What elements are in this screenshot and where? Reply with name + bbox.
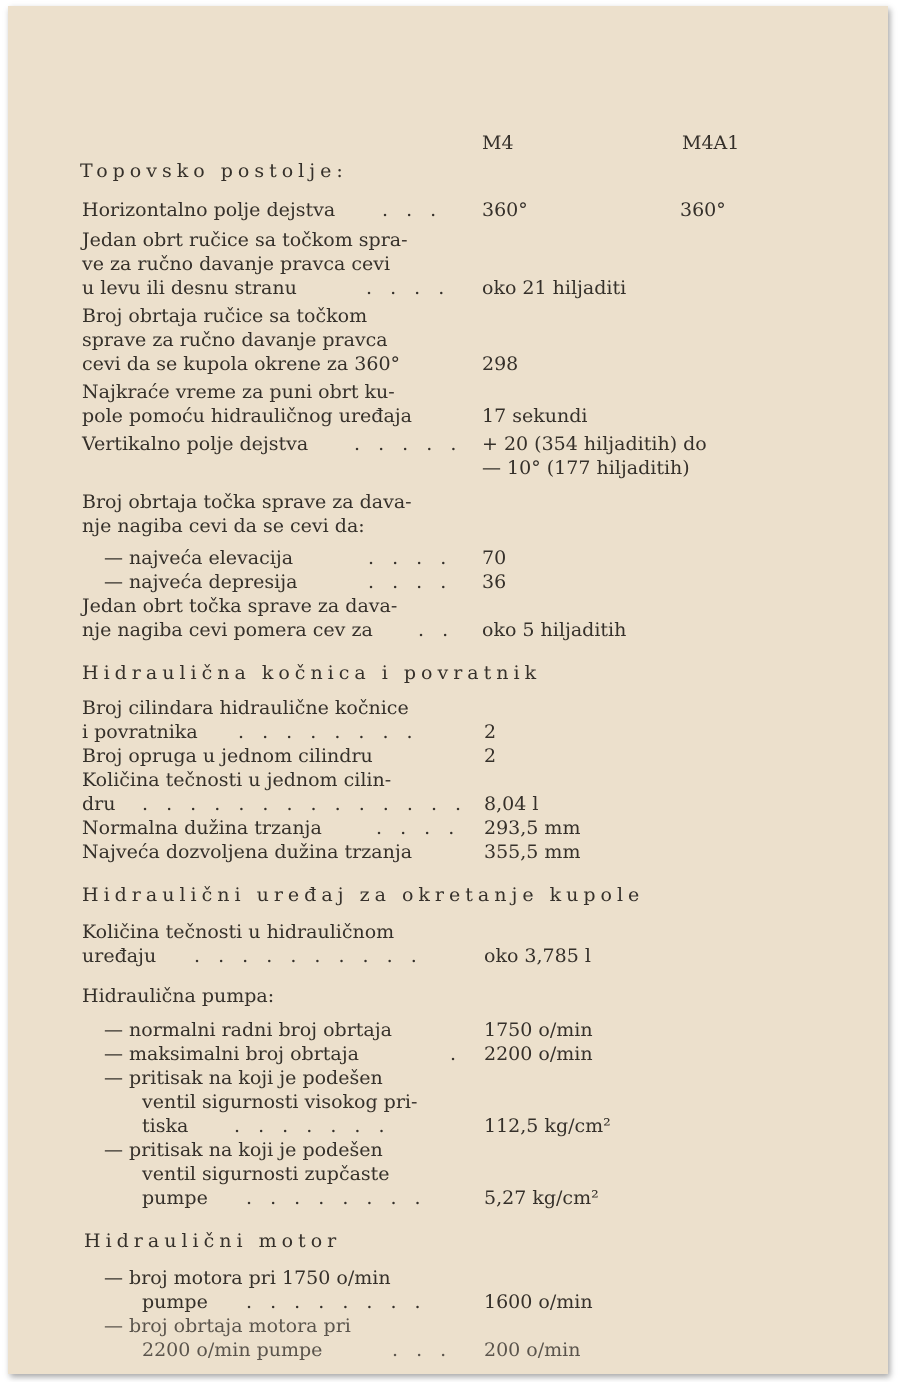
spec-value-m4: 360° xyxy=(482,199,528,221)
spec-value-m4a1: 360° xyxy=(680,199,726,221)
spec-label: pumpe xyxy=(142,1187,208,1209)
column-header-m4: M4 xyxy=(482,132,514,154)
spec-value: 2200 o/min xyxy=(484,1043,593,1065)
spec-label: uređaju xyxy=(82,945,157,967)
leader-dots: . . . . xyxy=(376,817,461,839)
spec-value: 2 xyxy=(484,745,497,767)
section-title-turret-hydraulics: Hidraulični uređaj za okretanje kupole xyxy=(82,884,645,906)
spec-value: 200 o/min xyxy=(484,1339,581,1361)
spec-value: 112,5 kg/cm² xyxy=(484,1115,611,1137)
spec-label: Količina tečnosti u hidrauličnom xyxy=(82,921,395,943)
spec-value: 1750 o/min xyxy=(484,1019,593,1041)
spec-label: — normalni radni broj obrtaja xyxy=(104,1019,392,1041)
spec-value: — 10° (177 hiljaditih) xyxy=(482,457,690,479)
leader-dots: . . . . . . . . xyxy=(238,721,419,743)
spec-value: 36 xyxy=(482,571,507,593)
spec-value: 2 xyxy=(484,721,497,743)
leader-dots: . . . . xyxy=(368,547,453,569)
spec-value: 298 xyxy=(482,353,519,375)
spec-label: nje nagiba cevi da se cevi da: xyxy=(82,515,365,537)
spec-label: ve za ručno davanje pravca cevi xyxy=(82,253,391,275)
spec-value: 1600 o/min xyxy=(484,1291,593,1313)
document-page xyxy=(8,6,888,1374)
spec-label: Broj cilindara hidraulične kočnice xyxy=(82,697,409,719)
spec-label: — broj motora pri 1750 o/min xyxy=(104,1267,391,1289)
spec-label: — pritisak na koji je podešen xyxy=(104,1067,383,1089)
spec-label: cevi da se kupola okrene za 360° xyxy=(82,353,401,375)
spec-label: Količina tečnosti u jednom cilin- xyxy=(82,769,392,791)
spec-label: Broj opruga u jednom cilindru xyxy=(82,745,373,767)
spec-label: Najkraće vreme za puni obrt ku- xyxy=(82,381,395,403)
spec-value: 8,04 l xyxy=(484,793,539,815)
spec-label: nje nagiba cevi pomera cev za xyxy=(82,619,373,641)
leader-dots: . . . xyxy=(392,1339,453,1361)
leader-dots: . . xyxy=(418,619,455,641)
spec-label: ventil sigurnosti visokog pri- xyxy=(142,1091,418,1113)
leader-dots: . . . . xyxy=(366,277,451,299)
leader-dots: . . . . . . . xyxy=(234,1115,391,1137)
spec-label: — broj obrtaja motora pri xyxy=(104,1315,351,1337)
leader-dots: . . . . . . . . xyxy=(246,1291,427,1313)
spec-label: tiska xyxy=(142,1115,189,1137)
spec-label: dru xyxy=(82,793,116,815)
spec-value: 5,27 kg/cm² xyxy=(484,1187,599,1209)
leader-dots: . . . . . xyxy=(354,433,463,455)
spec-value: 17 sekundi xyxy=(482,405,588,427)
spec-label: Broj obrtaja točka sprave za dava- xyxy=(82,491,412,513)
spec-label: i povratnika xyxy=(82,721,198,743)
spec-value: 293,5 mm xyxy=(484,817,581,839)
leader-dots: . . . . xyxy=(368,571,453,593)
spec-label: Broj obrtaja ručice sa točkom xyxy=(82,305,368,327)
spec-value: oko 5 hiljaditih xyxy=(482,619,627,641)
spec-label: u levu ili desnu stranu xyxy=(82,277,297,299)
spec-label: Horizontalno polje dejstva xyxy=(82,199,336,221)
section-title-hydraulic-motor: Hidraulični motor xyxy=(84,1230,342,1252)
leader-dots: . . . xyxy=(382,199,443,221)
spec-label: Hidraulična pumpa: xyxy=(82,985,275,1007)
spec-value: 70 xyxy=(482,547,507,569)
leader-dots: . . . . . . . . . . xyxy=(194,945,423,967)
spec-label: Najveća dozvoljena dužina trzanja xyxy=(82,841,413,863)
leader-dots: . xyxy=(450,1043,463,1065)
section-title-hydraulic-brake: Hidraulična kočnica i povratnik xyxy=(82,662,542,684)
spec-value: oko 21 hiljaditi xyxy=(482,277,627,299)
spec-label: pumpe xyxy=(142,1291,208,1313)
column-header-m4a1: M4A1 xyxy=(682,132,740,154)
section-title-gun-mount: Topovsko postolje: xyxy=(80,160,348,182)
leader-dots: . . . . . . . . xyxy=(246,1187,427,1209)
spec-label: — maksimalni broj obrtaja xyxy=(104,1043,359,1065)
leader-dots: . . . . . . . . . . . . . . xyxy=(142,793,468,815)
spec-label: — najveća depresija xyxy=(104,571,298,593)
spec-value: oko 3,785 l xyxy=(484,945,591,967)
spec-label: ventil sigurnosti zupčaste xyxy=(142,1163,390,1185)
spec-label: 2200 o/min pumpe xyxy=(142,1339,323,1361)
spec-label: — pritisak na koji je podešen xyxy=(104,1139,383,1161)
spec-value: + 20 (354 hiljaditih) do xyxy=(482,433,707,455)
spec-value: 355,5 mm xyxy=(484,841,581,863)
spec-label: Vertikalno polje dejstva xyxy=(82,433,309,455)
spec-label: — najveća elevacija xyxy=(104,547,294,569)
spec-label: pole pomoću hidrauličnog uređaja xyxy=(82,405,413,427)
spec-label: Jedan obrt ručice sa točkom spra- xyxy=(82,229,408,251)
spec-label: Normalna dužina trzanja xyxy=(82,817,322,839)
spec-label: Jedan obrt točka sprave za dava- xyxy=(82,595,398,617)
spec-label: sprave za ručno davanje pravca xyxy=(82,329,388,351)
